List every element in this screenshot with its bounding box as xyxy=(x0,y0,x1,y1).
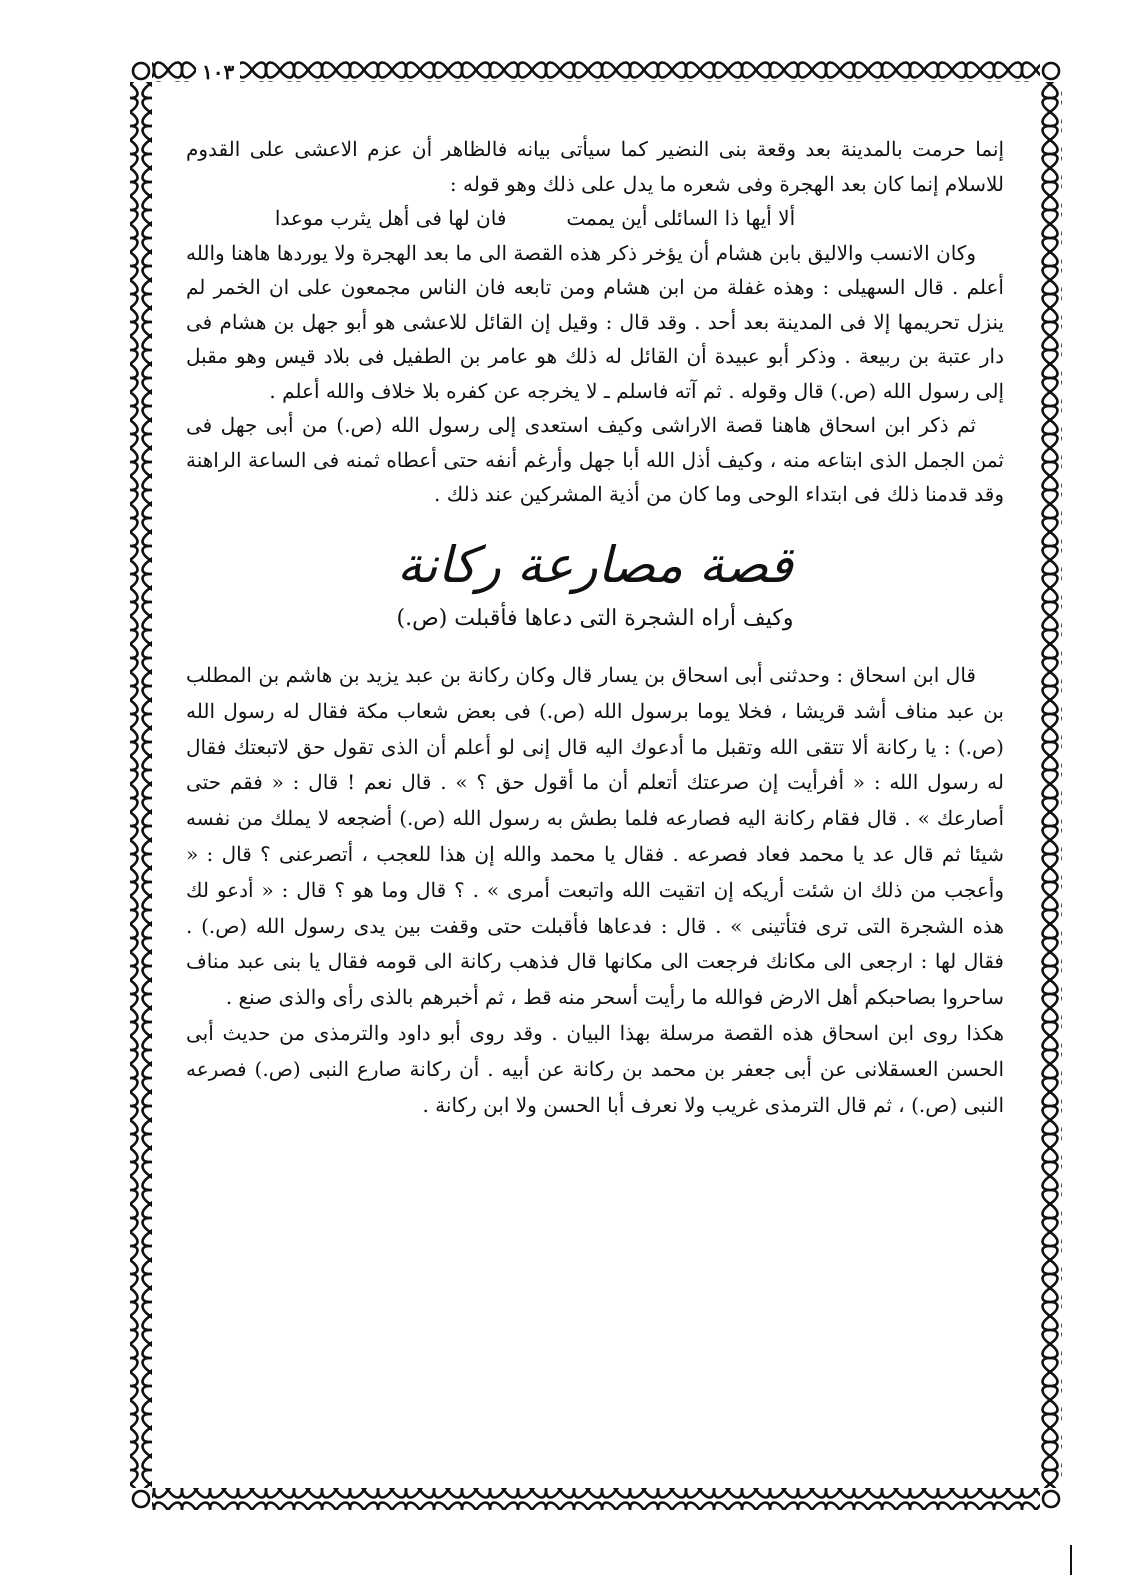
closing-paragraph: هكذا روى ابن اسحاق هذه القصة مرسلة بهذا البيان . وقد روى أبو داود والترمذى من حديث أبى الحسن العسقلانى عن أبى جعفر بن محمد بن ركانة عن أبيه . أن ركانة صارع النبى (ص.) فصرعه النبى (ص.) ، ثم قال الترمذى غريب ولا نعرف أبا الحسن ولا ابن ركانة . xyxy=(186,1020,1004,1117)
chapter-subtitle: وكيف أراه الشجرة التى دعاها فأقبلت (ص.) xyxy=(396,605,794,631)
verse-first-hemistich: ألا أيها ذا السائلى أين يممت xyxy=(566,206,796,230)
page-body xyxy=(186,132,1004,1123)
intro-paragraph: إنما حرمت بالمدينة بعد وقعة بنى النضير كما سيأتى بيانه فالظاهر أن عزم الاعشى على القدوم للاسلام إنما كان بعد الهجرة وفى شعره ما يدل على ذلك وهو قوله : xyxy=(186,137,1004,196)
page-corner-mark xyxy=(1070,1545,1072,1575)
section-paragraph: قال ابن اسحاق : وحدثنى أبى اسحاق بن يسار قال وكان ركانة بن عبد يزيد بن هاشم بن المطلب بن عبد مناف أشد قريشا ، فخلا يوما برسول الله (ص.) فى بعض شعاب مكة فقال له رسول الله (ص.) : يا ركانة ألا تتقى الله وتقبل ما أدعوك اليه قال إنى لو أعلم أن الذى تقول حق لاتبعتك فقال له رسول الله : « أفرأيت إن صرعتك أتعلم أن ما أقول حق ؟ » . قال نعم ! قال : « فقم حتى أصارعك » . قال فقام ركانة اليه فصارعه فلما بطش به رسول الله (ص.) أضجعه لا يملك من نفسه شيئا ثم قال عد يا محمد فعاد فصرعه . فقال يا محمد والله إن هذا للعجب ، أتصرعنى ؟ قال : « وأعجب من ذلك ان شئت أريكه إن اتقيت الله واتبعت أمرى » . ؟ قال وما هو ؟ قال : « أدعو لك هذه الشجرة التى ترى فتأتينى » . قال : فدعاها فأقبلت حتى وقفت بين يدى رسول الله (ص.) . فقال لها : ارجعى الى مكانك فرجعت الى مكانها قال فذهب ركانة الى قومه فقال يا بنى عبد مناف ساحروا بصاحبكم أهل الارض فوالله ما رأيت أسحر منه قط ، ثم أخبرهم بالذى رأى والذى صنع . xyxy=(186,663,1004,1010)
paragraph-3: ثم ذكر ابن اسحاق هاهنا قصة الاراشى وكيف استعدى إلى رسول الله (ص.) من أبى جهل فى ثمن الجمل الذى ابتاعه منه ، وكيف أذل الله أبا جهل وأرغم أنفه حتى أعطاه ثمنه فى الساعة الراهنة وقد قدمنا ذلك فى ابتداء الوحى وما كان من أذية المشركين عند ذلك . xyxy=(186,413,1004,506)
chapter-heading xyxy=(186,532,1004,637)
chapter-title: قصة مصارعة ركانة xyxy=(397,535,793,594)
verse-second-hemistich: فان لها فى أهل يثرب موعدا xyxy=(274,206,507,230)
poetry-verse xyxy=(186,201,1004,236)
paragraph-2: وكان الانسب والاليق بابن هشام أن يؤخر ذكر هذه القصة الى ما بعد الهجرة ولا يوردها هاهنا والله أعلم . قال السهيلى : وهذه غفلة من ابن هشام ومن تابعه فان الناس مجمعون على ان الخمر لم ينزل تحريمها إلا فى المدينة بعد أحد . وقد قال : وقيل إن القائل للاعشى هو أبو جهل بن هشام فى دار عتبة بن ربيعة . وذكر أبو عبيدة أن القائل له ذلك هو عامر بن الطفيل فى بلاد قيس وهو مقبل إلى رسول الله (ص.) قال وقوله . ثم آته فاسلم ـ لا يخرجه عن كفره بلا خلاف والله أعلم . xyxy=(186,240,1004,403)
page-number: ١٠٣ xyxy=(196,60,240,84)
